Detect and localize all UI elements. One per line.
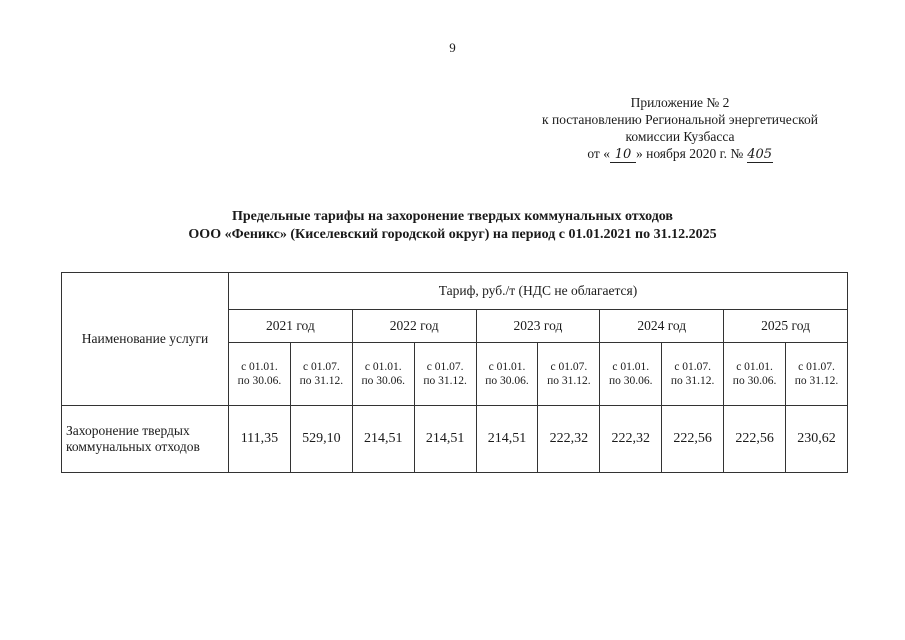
tariff-value: 214,51 bbox=[414, 406, 476, 473]
period-to: по 30.06. bbox=[237, 375, 282, 387]
tariff-value: 529,10 bbox=[290, 406, 352, 473]
date-prefix: от « bbox=[587, 146, 610, 161]
appendix-title: Приложение № 2 bbox=[630, 95, 730, 110]
title-line-2: ООО «Феникс» (Киселевский городской округ) на период с 01.01.2021 по 31.12.2025 bbox=[188, 227, 717, 242]
period-header bbox=[786, 343, 848, 406]
period-to: по 31.12. bbox=[670, 375, 715, 387]
tariff-value: 111,35 bbox=[229, 406, 291, 473]
table-row bbox=[62, 406, 848, 473]
tariff-header: Тариф, руб./т (НДС не облагается) bbox=[229, 273, 848, 310]
period-from: с 01.07. bbox=[550, 361, 588, 373]
period-from: с 01.07. bbox=[674, 361, 712, 373]
period-header bbox=[662, 343, 724, 406]
period-header bbox=[476, 343, 538, 406]
handwritten-day: 10 bbox=[610, 148, 636, 163]
period-header bbox=[538, 343, 600, 406]
document-title bbox=[0, 208, 905, 244]
period-to: по 30.06. bbox=[361, 375, 405, 387]
appendix-date-line bbox=[500, 145, 860, 163]
tariff-value: 222,56 bbox=[724, 406, 786, 473]
period-from: с 01.01. bbox=[488, 361, 526, 373]
period-to: по 30.06. bbox=[485, 375, 529, 387]
period-to: по 31.12. bbox=[423, 375, 467, 387]
appendix-commission: комиссии Кузбасса bbox=[625, 129, 735, 144]
period-from: с 01.01. bbox=[736, 361, 773, 373]
appendix-block bbox=[500, 94, 860, 163]
year-header: 2024 год bbox=[600, 310, 724, 343]
title-line-1: Предельные тарифы на захоронение твердых коммунальных отходов bbox=[231, 209, 673, 224]
handwritten-number: 405 bbox=[747, 147, 773, 162]
date-middle: » ноября 2020 г. № bbox=[635, 146, 744, 161]
period-from: с 01.01. bbox=[241, 361, 278, 373]
year-header: 2022 год bbox=[352, 310, 476, 343]
service-header: Наименование услуги bbox=[62, 273, 229, 406]
period-from: с 01.07. bbox=[798, 361, 835, 373]
period-header bbox=[352, 343, 414, 406]
period-header bbox=[724, 343, 786, 406]
tariff-value: 222,32 bbox=[538, 406, 600, 473]
period-from: с 01.01. bbox=[612, 361, 650, 373]
period-from: с 01.07. bbox=[426, 361, 464, 373]
tariff-value: 214,51 bbox=[352, 406, 414, 473]
page-number: 9 bbox=[449, 40, 456, 55]
tariff-value: 230,62 bbox=[786, 406, 848, 473]
tariff-value: 222,56 bbox=[662, 406, 724, 473]
period-header bbox=[290, 343, 352, 406]
period-header bbox=[600, 343, 662, 406]
period-to: по 31.12. bbox=[547, 375, 591, 387]
period-from: с 01.01. bbox=[364, 361, 402, 373]
period-to: по 30.06. bbox=[609, 375, 653, 387]
period-to: по 31.12. bbox=[299, 375, 344, 387]
service-name: Захоронение твердых коммунальных отходов bbox=[62, 406, 229, 473]
tariff-value: 214,51 bbox=[476, 406, 538, 473]
period-header bbox=[229, 343, 291, 406]
period-to: по 30.06. bbox=[732, 375, 777, 387]
period-to: по 31.12. bbox=[794, 375, 839, 387]
appendix-resolution: к постановлению Региональной энергетической bbox=[542, 112, 818, 127]
tariff-value: 222,32 bbox=[600, 406, 662, 473]
tariff-table bbox=[61, 272, 848, 473]
year-header: 2025 год bbox=[724, 310, 848, 343]
period-header bbox=[414, 343, 476, 406]
year-header: 2021 год bbox=[229, 310, 353, 343]
year-header: 2023 год bbox=[476, 310, 600, 343]
period-from: с 01.07. bbox=[302, 361, 340, 373]
